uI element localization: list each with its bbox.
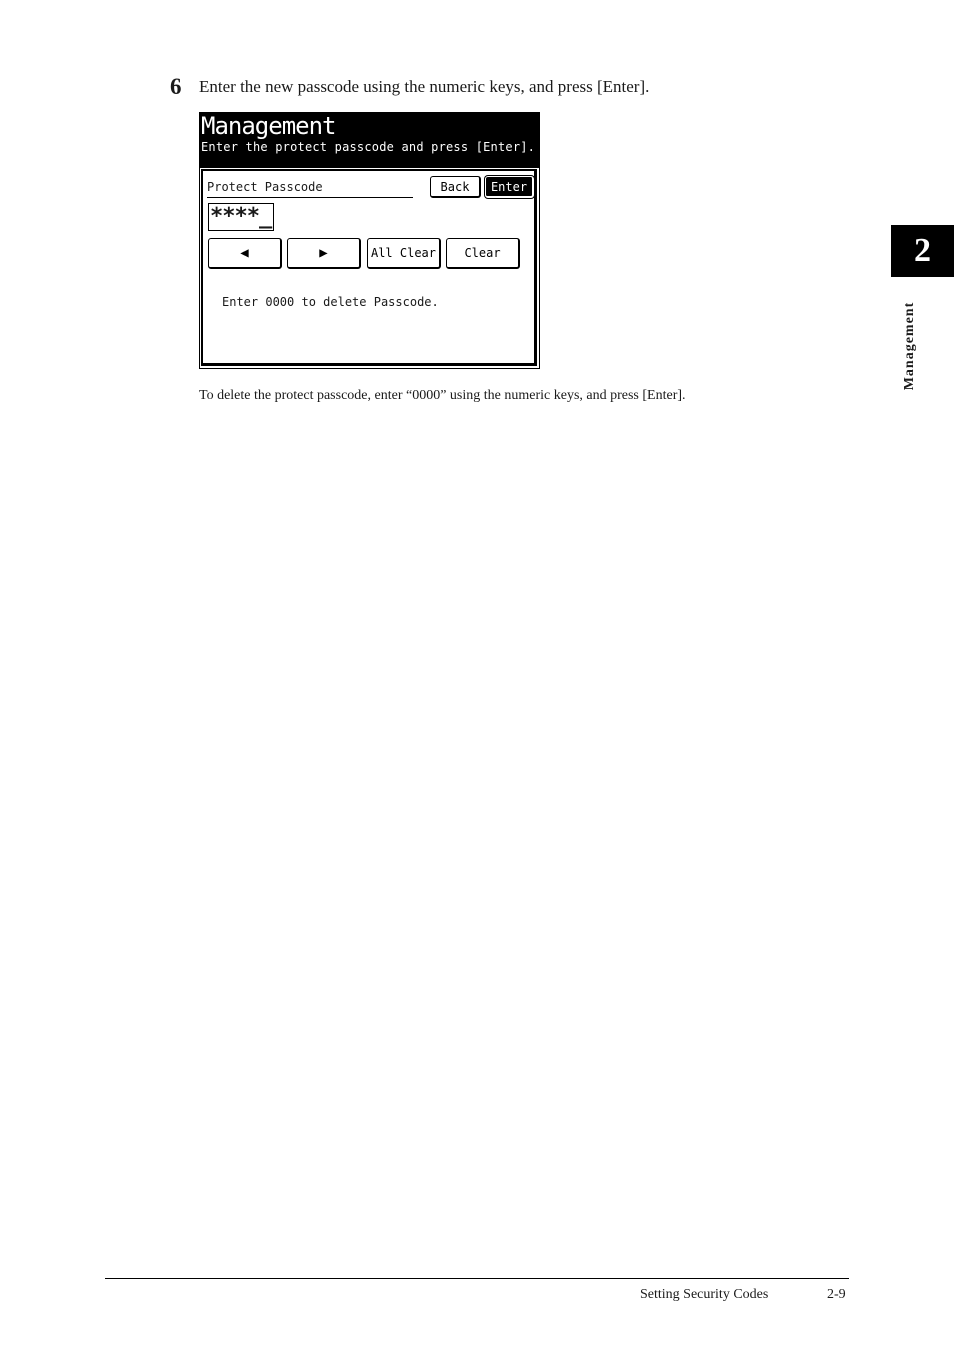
step-instruction: Enter the new passcode using the numeric keys, and press [Enter]. [199,77,650,96]
back-button[interactable]: Back [430,176,481,198]
lcd-screen [199,112,540,369]
right-arrow-icon: ▶ [319,245,328,261]
all-clear-button[interactable]: All Clear [367,238,441,269]
passcode-input[interactable]: ****_ [208,203,274,231]
screen-subtitle: Enter the protect passcode and press [Enter]. [201,140,536,154]
caption-text: To delete the protect passcode, enter “0000” using the numeric keys, and press [Enter]. [199,388,686,403]
footer-divider [105,1278,849,1279]
chapter-tab: 2 [891,225,954,277]
passcode-panel [201,169,537,366]
cursor-right-button[interactable] [287,238,361,269]
screen-header [200,113,539,168]
cursor-left-button[interactable] [208,238,282,269]
delete-passcode-note: Enter 0000 to delete Passcode. [222,295,439,309]
clear-button[interactable]: Clear [446,238,520,269]
step-number: 6 [170,74,182,99]
enter-button[interactable]: Enter [485,176,534,198]
footer-page-number: 2-9 [827,1287,846,1302]
protect-passcode-label: Protect Passcode [207,179,413,198]
left-arrow-icon: ◀ [240,245,249,261]
footer-section-title: Setting Security Codes [640,1287,769,1302]
chapter-side-label: Management [902,301,917,391]
screen-title: Management [201,112,336,140]
